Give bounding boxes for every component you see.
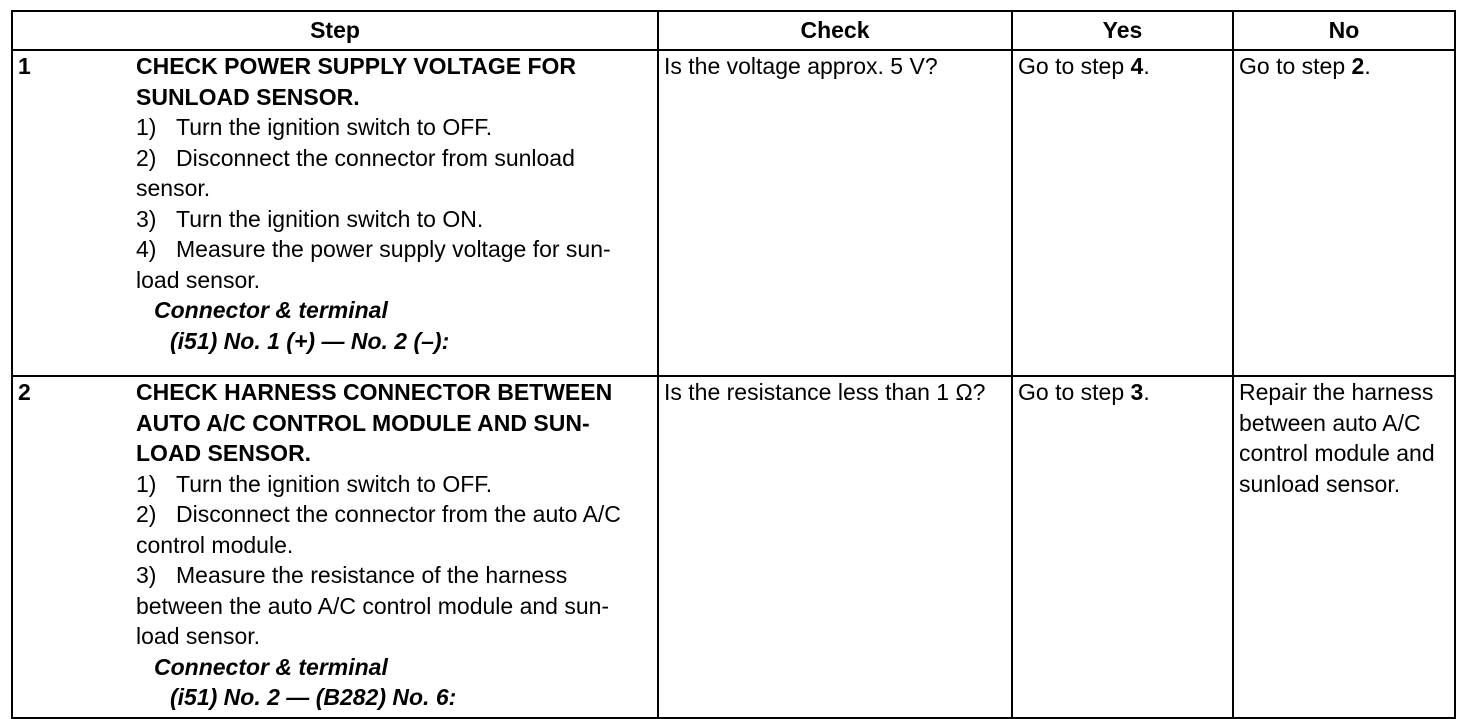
header-row (12, 11, 1455, 50)
table-row (12, 376, 1455, 718)
substep: 1) Turn the ignition switch to OFF. (136, 114, 493, 140)
step-number: 2 (18, 379, 31, 405)
connector-value: (i51) No. 2 — (B282) No. 6: (170, 684, 457, 710)
yes-step-link: 3 (1130, 379, 1144, 405)
step-number: 1 (18, 53, 31, 79)
check-cell: Is the resistance less than 1 Ω? (658, 376, 1012, 718)
step-title: CHECK POWER SUPPLY VOLTAGE FOR SUNLOAD SENSOR. (136, 53, 577, 110)
substep: 1) Turn the ignition switch to OFF. (136, 470, 493, 497)
substep: 4) Measure the power supply voltage for sun-load sensor. (136, 236, 611, 293)
header-yes: Yes (1012, 11, 1233, 50)
substep: 2) Disconnect the connector from the auto A/C control module. (136, 501, 621, 558)
diagnostic-table (11, 10, 1456, 719)
step-cell (12, 50, 658, 376)
connector-value: (i51) No. 1 (+) — No. 2 (–): (170, 327, 450, 354)
connector-label: Connector & terminal (154, 297, 388, 323)
header-check: Check (658, 11, 1012, 50)
step-cell (12, 376, 658, 718)
header-step: Step (12, 11, 658, 50)
table-row (12, 50, 1455, 376)
no-cell: Go to step 2. (1233, 50, 1455, 376)
substep: 3) Measure the resistance of the harness between the auto A/C control module and sun-load sensor. (136, 562, 610, 649)
header-no: No (1233, 11, 1455, 50)
yes-cell: Go to step 4. (1012, 50, 1233, 376)
check-cell: Is the voltage approx. 5 V? (658, 50, 1012, 376)
yes-cell: Go to step 3. (1012, 376, 1233, 718)
step-title: CHECK HARNESS CONNECTOR BETWEEN AUTO A/C CONTROL MODULE AND SUN-LOAD SENSOR. (136, 379, 613, 466)
no-step-link: 2 (1351, 53, 1365, 79)
no-cell: Repair the harness between auto A/C control module and sunload sensor. (1233, 376, 1455, 718)
connector-label: Connector & terminal (154, 653, 388, 680)
substep: 3) Turn the ignition switch to ON. (136, 205, 484, 232)
substep: 2) Disconnect the connector from sunload sensor. (136, 144, 575, 201)
yes-step-link: 4 (1130, 53, 1144, 79)
